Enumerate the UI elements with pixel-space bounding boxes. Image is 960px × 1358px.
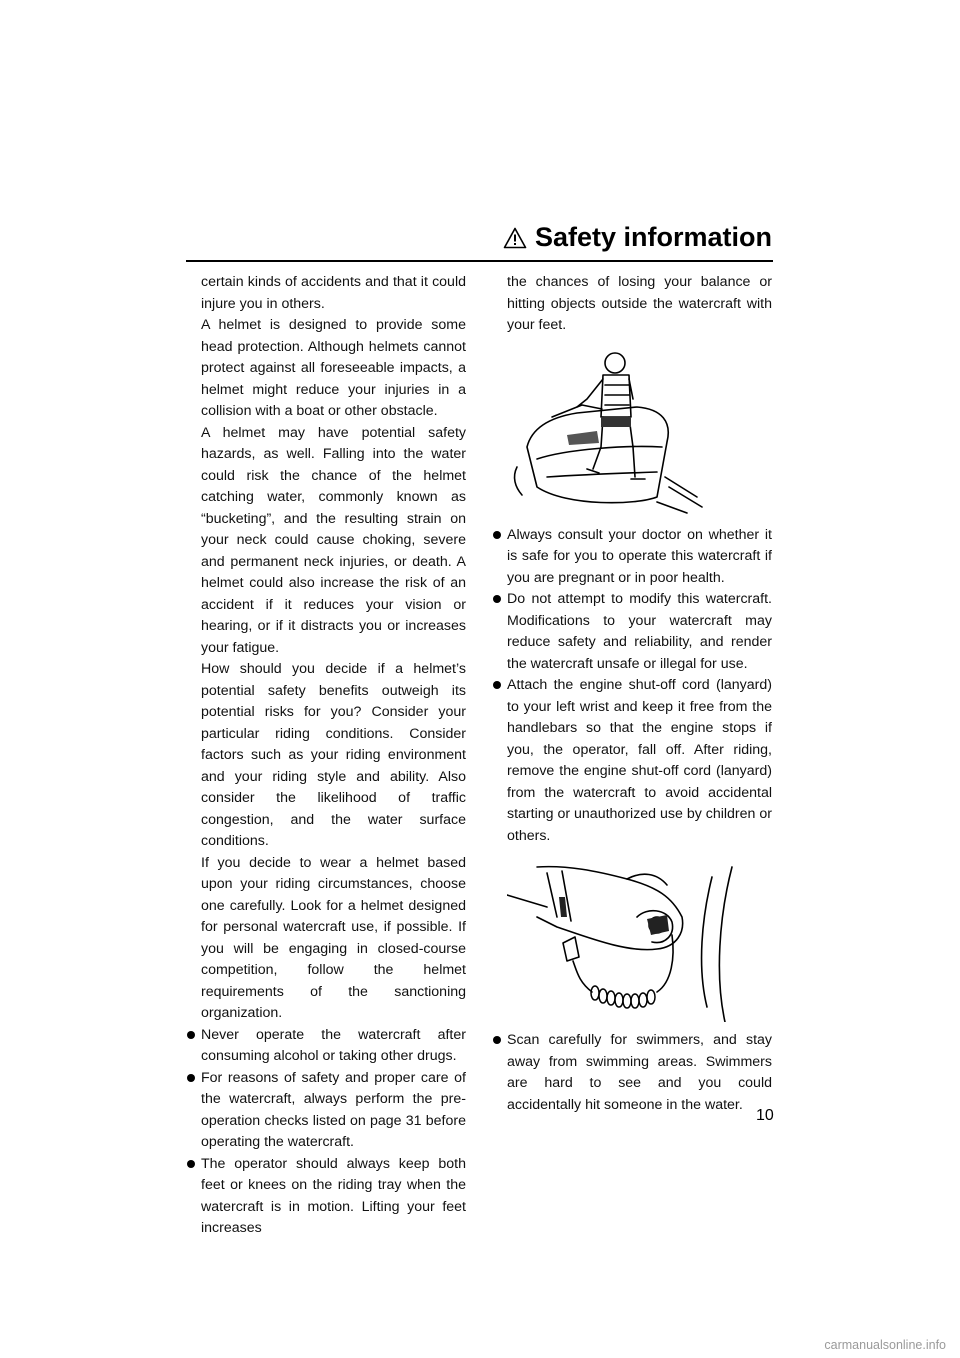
bullet-icon xyxy=(187,1031,195,1039)
page-title: Safety information xyxy=(534,222,772,252)
bullet-icon xyxy=(187,1160,195,1168)
bullet-icon xyxy=(493,681,501,689)
paragraph: certain kinds of accidents and that it could injure you in others. xyxy=(201,274,466,312)
bullet-item xyxy=(492,525,772,590)
bullet-icon xyxy=(493,1036,501,1044)
bullet-icon xyxy=(493,531,501,539)
right-column xyxy=(492,272,772,1116)
bullet-icon xyxy=(493,595,501,603)
paragraph: A helmet is designed to provide some head protection. Although helmets cannot protect against all foreseeable impacts, a helmet might reduce your injuries in a collision with a boat or other obstacle. xyxy=(201,317,466,419)
bullet-text: Do not attempt to modify this watercraft. Modifications to your watercraft may reduce safety and reliability, and render the watercraft unsafe or illegal for use. xyxy=(507,591,772,672)
bullet-item xyxy=(186,1025,466,1068)
bullet-item xyxy=(186,1068,466,1154)
bullet-text: The operator should always keep both feet or knees on the riding tray when the watercraft is in motion. Lifting your feet increases xyxy=(201,1155,466,1236)
bullet-icon xyxy=(187,1074,195,1082)
watermark: carmanualsonline.info xyxy=(824,1338,946,1352)
bullet-text: Scan carefully for swimmers, and stay away from swimming areas. Swimmers are hard to see and you could accidentally hit someone in the water. xyxy=(507,1032,772,1113)
paragraph: A helmet may have potential safety hazards, as well. Falling into the water could risk the chance of the helmet catching water, commonly known as “bucketing”, and the resulting strain on your neck could cause choking, severe and permanent neck injuries, or death. A helmet could also increase the risk of an accident if it reduces your vision or hearing, or if it distracts you or increases your fatigue. xyxy=(201,424,466,656)
bullet-item xyxy=(492,675,772,847)
bullet-text: Never operate the watercraft after consuming alcohol or taking other drugs. xyxy=(201,1026,466,1064)
paragraph: How should you decide if a helmet’s potential safety benefits outweigh its potential risks for you? Consider your particular riding conditions. Consider factors such as your riding environment and your riding style and ability. Also consider the likelihood of traffic congestion, and the water surface conditions. xyxy=(201,661,466,849)
bullet-text: Attach the engine shut-off cord (lanyard) to your left wrist and keep it free from the handlebars so that the engine stops if you, the operator, fall off. After riding, remove the engine shut-off cord (lanyard) from the watercraft to avoid accidental starting or unauthorized use by children or others. xyxy=(507,677,772,844)
paragraph: If you decide to wear a helmet based upon your riding circumstances, choose one carefully. Look for a helmet designed for personal watercraft use, if possible. If you will be engaging in closed-course competition, follow the helmet requirements of the sanctioning organization. xyxy=(201,854,466,1021)
rider-on-watercraft-illustration xyxy=(507,347,707,517)
header-divider xyxy=(186,260,773,262)
page-header xyxy=(503,222,772,253)
left-column xyxy=(186,272,466,1240)
bullet-text: Always consult your doctor on whether it is safe for you to operate this watercraft if you are pregnant or in poor health. xyxy=(507,526,772,586)
page-number: 10 xyxy=(756,1107,774,1124)
bullet-item xyxy=(186,1154,466,1240)
paragraph: the chances of losing your balance or hitting objects outside the watercraft with your feet. xyxy=(507,274,772,333)
bullet-item xyxy=(492,1030,772,1116)
warning-triangle-icon xyxy=(503,227,527,249)
bullet-item xyxy=(492,589,772,675)
lanyard-wrist-illustration xyxy=(507,857,757,1022)
bullet-text: For reasons of safety and proper care of the watercraft, always perform the pre-operation checks listed on page 31 before operating the watercraft. xyxy=(201,1069,466,1150)
